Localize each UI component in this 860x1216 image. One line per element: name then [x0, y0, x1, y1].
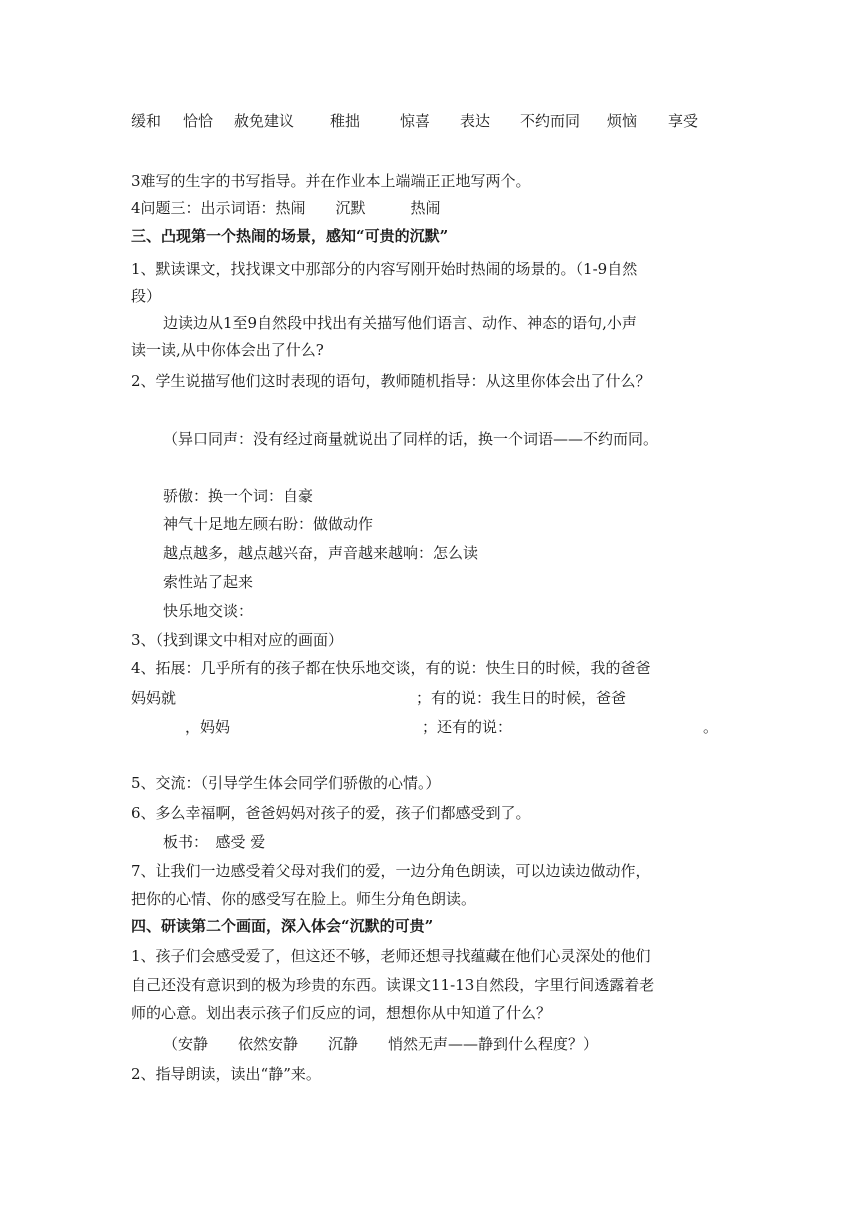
paragraph-line: 快乐地交谈：	[163, 602, 254, 620]
vocab-word: 享受	[668, 112, 699, 130]
paragraph-line: 4、拓展：几乎所有的孩子都在快乐地交谈，有的说：快生日的时候，我的爸爸	[131, 659, 651, 677]
paragraph-line: 越点越多，越点越兴奋，声音越来越响：怎么读	[163, 544, 479, 562]
paragraph-line: 把你的心情、你的感受写在脸上。师生分角色朗读。	[131, 890, 477, 908]
paragraph-line: 4问题三：出示词语：热闹 沉默 热闹	[131, 199, 441, 217]
vocab-word: 不约而同	[520, 112, 581, 130]
paragraph-line: 神气十足地左顾右盼：做做动作	[163, 515, 374, 533]
blackboard-note: 板书： 感受 爱	[163, 833, 266, 851]
paragraph-line: 边读边从1至9自然段中找出有关描写他们语言、动作、神态的语句,小声	[163, 314, 637, 332]
paragraph-line: 5、交流：（引导学生体会同学们骄傲的心情。）	[131, 774, 441, 792]
paragraph-line: 1、孩子们会感受爱了，但这还不够，老师还想寻找蕴藏在他们心灵深处的他们	[131, 947, 651, 965]
paragraph-line: 索性站了起来	[163, 573, 254, 591]
section-heading: 四、研读第二个画面，深入体会“沉默的可贵”	[131, 917, 434, 935]
paragraph-line: （安静 依然安静 沉静 悄然无声——静到什么程度？）	[163, 1035, 599, 1053]
vocab-word: 烦恼	[607, 112, 638, 130]
paragraph-line: 2、指导朗读，读出“静”来。	[131, 1065, 321, 1083]
paragraph-line: 段）	[131, 287, 162, 305]
paragraph-line: 读一读,从中你体会出了什么?	[131, 341, 324, 359]
paragraph-line: 6、多么幸福啊，爸爸妈妈对孩子的爱，孩子们都感受到了。	[131, 804, 531, 822]
paragraph-line: 骄傲：换一个词：自豪	[163, 487, 314, 505]
paragraph-line: （异口同声：没有经过商量就说出了同样的话，换一个词语——不约而同。	[163, 430, 659, 448]
fill-in-blank-text: ；有的说：我生日的时候，爸爸	[416, 689, 627, 707]
vocab-word: 惊喜	[400, 112, 431, 130]
fill-in-blank-text: 。	[703, 718, 719, 736]
vocabulary-row	[131, 111, 731, 131]
vocab-word: 稚拙	[330, 112, 361, 130]
vocab-word: 恰恰	[183, 112, 214, 130]
paragraph-line: 自己还没有意识到的极为珍贵的东西。读课文11-13自然段，字里行间透露着老	[131, 976, 655, 994]
fill-in-blank-text: ；还有的说：	[422, 718, 513, 736]
vocab-word: 表达	[460, 112, 491, 130]
fill-in-blank-text: ，妈妈	[185, 718, 231, 736]
paragraph-line: 3、（找到课文中相对应的画面）	[131, 631, 344, 649]
vocab-word: 缓和	[131, 112, 162, 130]
fill-in-blank-text: 妈妈就	[131, 689, 177, 707]
paragraph-line: 2、学生说描写他们这时表现的语句，教师随机指导：从这里你体会出了什么？	[131, 372, 651, 390]
paragraph-line: 1、默读课文，找找课文中那部分的内容写刚开始时热闹的场景的。（1-9自然	[131, 260, 638, 278]
section-heading: 三、凸现第一个热闹的场景，感知“可贵的沉默”	[131, 227, 449, 245]
vocab-word: 赦免建议	[234, 112, 295, 130]
paragraph-line: 7、让我们一边感受着父母对我们的爱，一边分角色朗读，可以边读边做动作，	[131, 862, 651, 880]
paragraph-line: 3难写的生字的书写指导。并在作业本上端端正正地写两个。	[131, 172, 531, 190]
paragraph-line: 师的心意。划出表示孩子们反应的词，想想你从中知道了什么？	[131, 1004, 552, 1022]
